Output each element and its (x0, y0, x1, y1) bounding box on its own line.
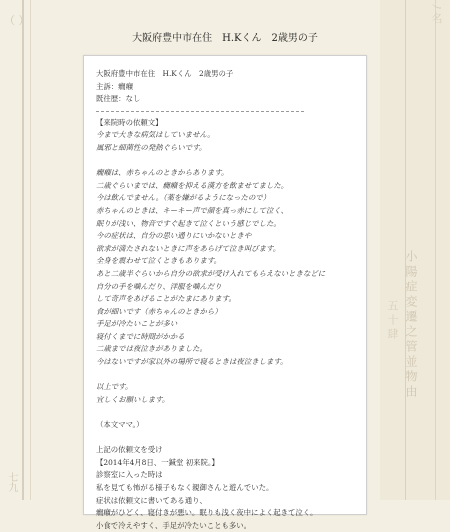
header-line: 主訴：癇癪 (96, 81, 133, 91)
reply-line: 私を見ても怖がる様子もなく親御さんと遊んでいた。 (96, 483, 274, 492)
letter-line: 今の症状は、自分の思い通りにいかないときや (96, 231, 252, 241)
reply-line: 診察室に入った時は (96, 470, 163, 480)
background-vertical-text: 小陽症変遷之管並物由 (404, 250, 418, 400)
reply-visit-date: 【2014年4月8日、一鍼堂 初来院。】 (96, 457, 219, 467)
background-vertical-text-2: 五十肆 (386, 300, 399, 342)
letter-line: 手足が冷たいことが多い (96, 319, 178, 329)
header-line: 既往歴：なし (96, 94, 141, 104)
letter-line: 今まで大きな病気はしていません。 (96, 130, 215, 140)
page-border-left-inner (30, 0, 31, 500)
case-document (83, 55, 367, 530)
letter-line: 二歳までは夜泣きがありました。 (96, 344, 207, 354)
letter-line: 食が細いです（赤ちゃんのときから） (96, 306, 222, 316)
letter-closing: 以上です。 (96, 382, 133, 392)
letter-line: 風邪と細菌性の発熱ぐらいです。 (96, 142, 207, 152)
letter-line: 今はないですが家以外の場所で寝るときは夜泣きします。 (96, 357, 288, 367)
page-border-left (22, 0, 24, 500)
letter-line: して奇声をあげることがたまにあります。 (96, 294, 236, 304)
page-title: 大阪府豊中市在住 H.Kくん 2歳男の子 (132, 33, 318, 44)
background-paren: （ ） (4, 14, 30, 27)
header-line: 大阪府豊中市在住 H.Kくん 2歳男の子 (96, 69, 234, 78)
letter-line: あと二歳半ぐらいから自分の欲求が受け入れてもらえないときなどに (96, 268, 326, 278)
letter-line: 寝付くまでに時間がかかる (96, 331, 185, 341)
letter-closing: 宜しくお願いします。 (96, 394, 170, 404)
letter-note: （本文ママ。） (96, 420, 144, 430)
letter-line: 自分の手を噛んだり、洋服を噛んだり (96, 281, 222, 291)
reply-line: 症状は依頼文に書いてある通り、 (96, 495, 207, 505)
background-page-number: 七九 (6, 472, 17, 492)
page-border-right-outer (435, 0, 436, 500)
letter-line: 癇癪は、赤ちゃんのときからあります。 (96, 168, 229, 178)
letter-line: 欲求が満たされないときに声をあらげて泣き叫びます。 (96, 243, 281, 253)
letter-line: 眠りが浅い、物音ですぐ起きて泣くという感じでした。 (96, 218, 281, 228)
letter-heading: 【来院時の依頼文】 (96, 117, 163, 127)
reply-line: 上記の依頼文を受け (96, 445, 163, 455)
background-vertical-top: ﾉ名 (430, 4, 443, 27)
divider (96, 111, 304, 112)
reply-line: 小食で冷えやすく、手足が冷たいことも多い。 (96, 520, 252, 530)
letter-line: 今は飲んでません。（薬を嫌がるようになったので） (96, 193, 271, 203)
letter-line: 全身を震わせて泣くときもあります。 (96, 256, 222, 266)
reply-line: 癇癪がひどく、寝付きが悪い。眠りも浅く夜中によく起きて泣く。 (96, 508, 318, 518)
letter-line: 二歳ぐらいまでは、癇癪を抑える漢方を飲ませてました。 (96, 180, 289, 190)
letter-line: 赤ちゃんのときは、キーキー声で顔を真っ赤にして泣く、 (96, 205, 289, 215)
